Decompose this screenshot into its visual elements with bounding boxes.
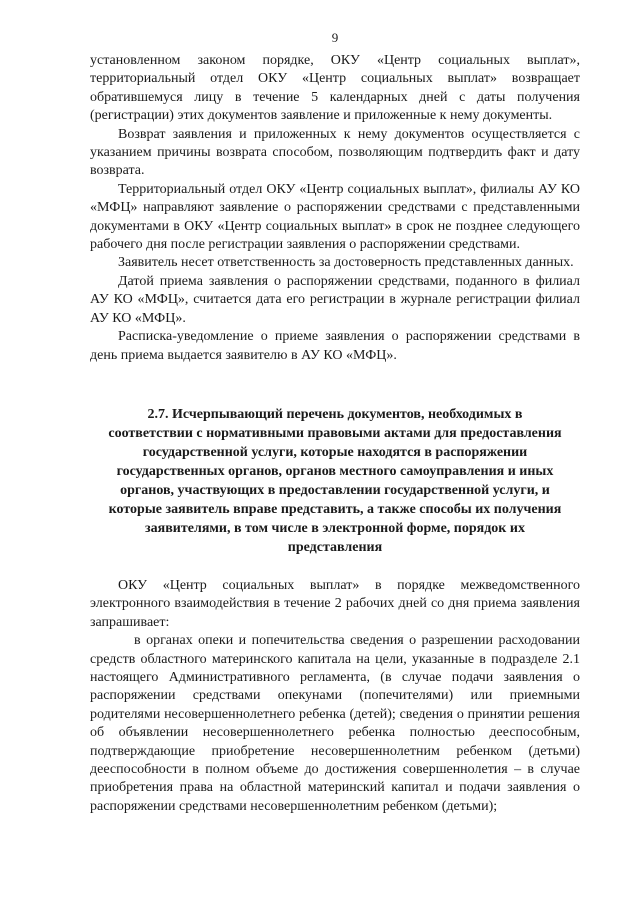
paragraph-return-continuation: установленном законом порядке, ОКУ «Центр социальных выплат», территориальный отдел ОКУ «Центр социальных выплат» возвращает обратившемуся лицу в течение 5 календарных дней с даты получения (регистрации) этих документов заявление и приложенные к нему документы. — [90, 53, 580, 124]
paragraph-guardianship-info: в органах опеки и попечительства сведения о разрешении расходовании средств областного материнского капитала на цели, указанные в подразделе 2.1 настоящего Административного регламента, (в случае подачи заявления о распоряжении средствами опекунами (попечителями) или приемными родителями несовершеннолетнего ребенка (детей); сведения о принятии решения об объявлении несовершеннолетнего ребенка полностью дееспособным, подтверждающие приобретение несовершеннолетним ребенком (детьми) дееспособности в полном объеме до достижения совершеннолетия – в случае приобретения права на областной материнский капитал и подачи заявления о распоряжении средствами несовершеннолетним ребенком (детьми); — [90, 633, 580, 814]
paragraph-receipt-date: Датой приема заявления о распоряжении средствами, поданного в филиал АУ КО «МФЦ», считается дата его регистрации в журнале регистрации филиал АУ КО «МФЦ». — [90, 273, 580, 326]
paragraph-interagency-request: ОКУ «Центр социальных выплат» в порядке межведомственного электронного взаимодействия в течение 2 рабочих дней со дня приема заявления запрашивает: — [90, 577, 580, 630]
paragraph-forwarding: Территориальный отдел ОКУ «Центр социальных выплат», филиалы АУ КО «МФЦ» направляют заявление о распоряжении средствами с представленными документами в ОКУ «Центр социальных выплат» в срок не позднее следующего рабочего дня после регистрации заявления о распоряжении средствами. — [90, 181, 580, 253]
page-number: 9 — [331, 30, 339, 45]
paragraph-receipt-notice: Расписка-уведомление о приеме заявления о распоряжении средствами в день приема выдается заявителю в АУ КО «МФЦ». — [90, 329, 580, 363]
section-heading-2-7: 2.7. Исчерпывающий перечень документов, необходимых в соответствии с нормативными правовыми актами для предоставления государственной услуги, которые находятся в распоряжении государственных органов, органов местного самоуправления и иных органов, участвующих в предоставлении государственной услуги, и которые заявитель вправе представить, а также способы их получения заявителями, в том числе в электронной форме, порядок их представления — [108, 406, 562, 555]
paragraph-return-reason: Возврат заявления и приложенных к нему документов осуществляется с указанием причины возврата способом, позволяющим подтвердить факт и дату возврата. — [90, 126, 580, 179]
document-page — [90, 30, 580, 816]
paragraph-responsibility: Заявитель несет ответственность за достоверность представленных данных. — [118, 255, 574, 271]
